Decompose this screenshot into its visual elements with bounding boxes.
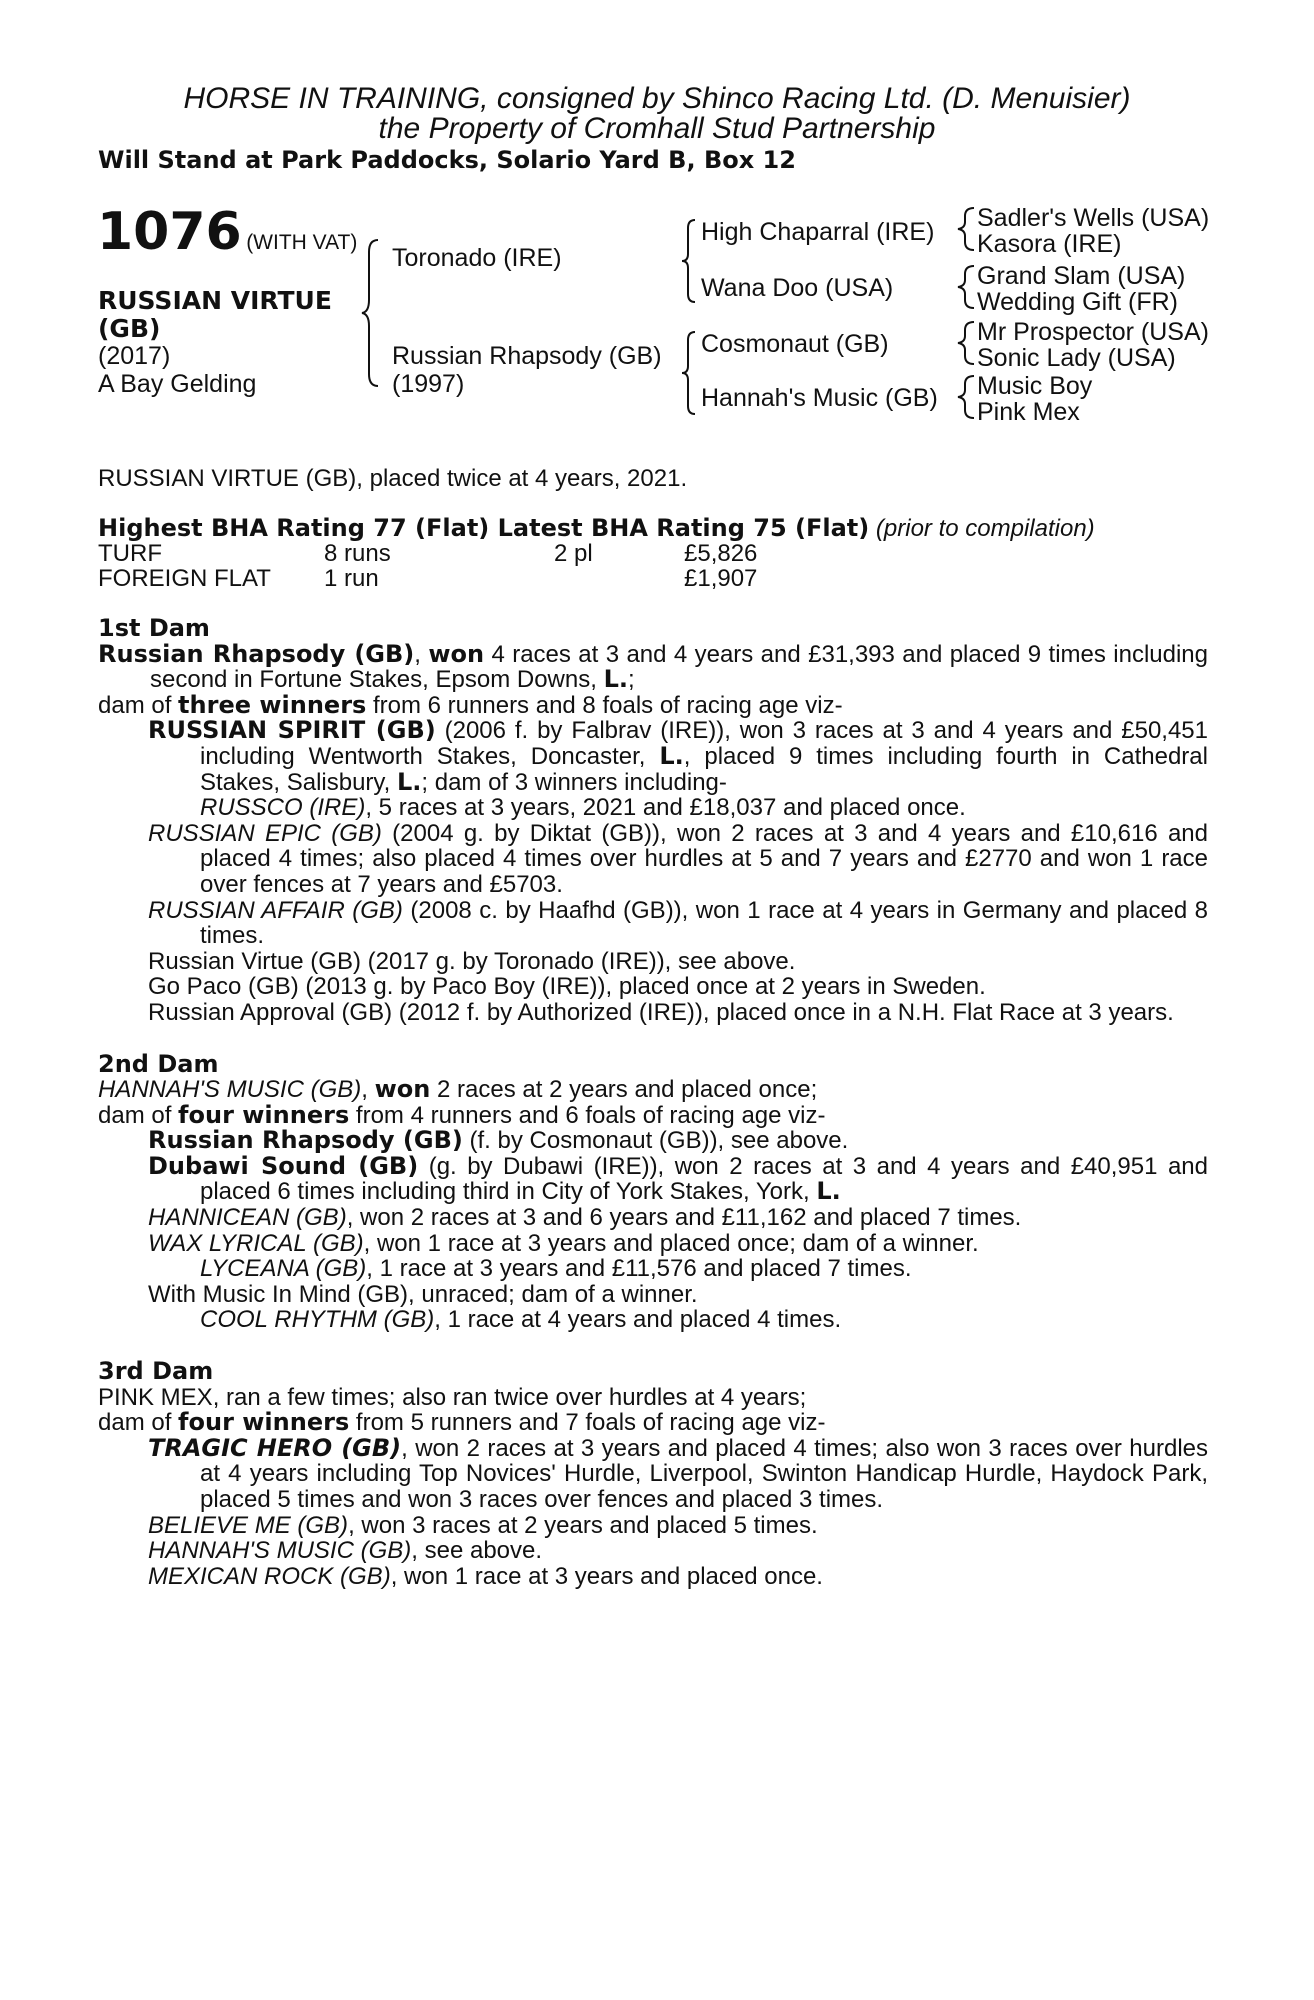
pedigree-sds: Grand Slam (USA) — [977, 262, 1186, 290]
ratings-type: TURF — [98, 540, 162, 567]
progeny-name: WAX LYRICAL (GB) — [148, 1229, 364, 1257]
ratings-money: £1,907 — [684, 565, 758, 592]
progeny-name: RUSSCO (IRE) — [200, 794, 366, 822]
progeny-entry — [98, 898, 1208, 949]
progeny-text: (2008 c. by Haafhd (GB)), won 1 race at 4 years in Germany and placed 8 times. — [200, 896, 1208, 950]
progeny-entry: Russian Approval (GB) (2012 f. by Authorized (IRE)), placed once in a N.H. Flat Race at 3 years. — [148, 998, 1174, 1026]
ratings-money: £5,826 — [684, 540, 758, 567]
pedigree-dsd: Sonic Lady (USA) — [977, 344, 1176, 372]
grand-progeny-entry — [98, 1307, 1208, 1333]
pedigree-brace-sire — [680, 218, 698, 304]
progeny-text: , see above. — [411, 1537, 543, 1565]
progeny-name: BELIEVE ME (GB) — [148, 1511, 349, 1539]
second-dam-race-text: 2 races at 2 years and placed once; — [430, 1076, 818, 1104]
listed-mark: L. — [659, 741, 684, 770]
pedigree-dds: Music Boy — [977, 372, 1093, 400]
progeny-name: RUSSIAN SPIRIT (GB) — [148, 716, 436, 745]
progeny-entry — [98, 1151, 1208, 1206]
progeny-text: , 5 races at 3 years, 2021 and £18,037 and placed once. — [365, 794, 966, 822]
pedigree-brace-dd — [956, 374, 976, 420]
race-summary: RUSSIAN VIRTUE (GB), placed twice at 4 years, 2021. — [98, 465, 688, 492]
progeny-entry — [98, 1433, 1209, 1513]
second-dam-record: HANNAH'S MUSIC (GB), won 2 races at 2 years and placed once; — [98, 1075, 818, 1104]
pedigree-dam-dam: Hannah's Music (GB) — [701, 384, 938, 412]
horse-name: RUSSIAN VIRTUE — [98, 286, 332, 315]
progeny-name: RUSSIAN EPIC (GB) — [148, 819, 382, 847]
first-dam-title: 1st Dam — [98, 614, 210, 642]
grand-progeny-entry — [98, 1256, 1208, 1282]
progeny-text: (2006 f. by Falbrav (IRE)), won 3 races at 3 and 4 years and £50,451 including Wentworth Stakes, Doncaster, — [200, 717, 1208, 770]
horse-country: (GB) — [98, 314, 161, 343]
progeny-text: , won 2 races at 3 and 6 years and £11,162 and placed 7 times. — [346, 1204, 1022, 1232]
progeny-text: , won 1 race at 3 years and placed once; dam of a winner. — [363, 1229, 979, 1257]
progeny-name: HANNICEAN (GB) — [148, 1204, 347, 1232]
header-consignor: HORSE IN TRAINING, consigned by Shinco Racing Ltd. (D. Menuisier) — [183, 82, 1131, 115]
third-dam-produce — [98, 1410, 1208, 1436]
pedigree-brace-ss — [956, 206, 976, 252]
progeny-text: , 1 race at 4 years and placed 4 times. — [434, 1306, 842, 1334]
pedigree-sire: Toronado (IRE) — [392, 244, 562, 272]
progeny-text: ; dam of 3 winners including- — [421, 768, 727, 796]
progeny-text: , won 2 races at 3 years and placed 4 times; also won 3 races over hurdles at 4 years including Top Novices' Hurdle, Liverpool, Swinton Handicap Hurdle, Haydock Park, placed 5 times and won 3 races over fences and placed 3 times. — [200, 1434, 1209, 1513]
progeny-name: COOL RHYTHM (GB) — [200, 1306, 435, 1334]
produce-text: dam of — [98, 1101, 179, 1129]
ratings-line — [98, 514, 1095, 543]
header-location: Will Stand at Park Paddocks, Solario Yard B, Box 12 — [98, 146, 796, 174]
produce-text: from 5 runners and 7 foals of racing age viz- — [349, 1409, 826, 1437]
lot-block — [97, 202, 357, 262]
progeny-entry — [98, 1231, 1208, 1257]
produce-text: dam of — [98, 691, 179, 719]
first-dam-name: Russian Rhapsody (GB) — [98, 639, 415, 668]
punctuation: ; — [627, 666, 635, 694]
listed-mark: L. — [396, 767, 422, 796]
progeny-text: (f. by Cosmonaut (GB)), see above. — [462, 1127, 849, 1155]
pedigree-sdd: Wedding Gift (FR) — [977, 288, 1178, 316]
second-dam-produce — [98, 1100, 1208, 1129]
winners-count: four winners — [178, 1100, 350, 1129]
pedigree-brace-sd — [956, 264, 976, 310]
ratings-bold: Highest BHA Rating 77 (Flat) Latest BHA Rating 75 (Flat) — [98, 514, 870, 542]
pedigree-ddd: Pink Mex — [977, 398, 1080, 426]
ratings-row — [98, 565, 798, 591]
progeny-text: , won 1 race at 3 years and placed once. — [390, 1562, 823, 1590]
progeny-entry — [98, 1538, 1208, 1564]
header-property: the Property of Cromhall Stud Partnership — [378, 112, 936, 145]
progeny-text: (g. by Dubawi (IRE)), won 2 races at 3 and 4 years and £40,951 and placed 6 times including third in City of York Stakes, York, — [200, 1152, 1208, 1206]
progeny-entry: Go Paco (GB) (2013 g. by Paco Boy (IRE)), placed once at 2 years in Sweden. — [148, 973, 986, 1001]
progeny-entry — [98, 1205, 1208, 1231]
progeny-name: Dubawi Sound (GB) — [148, 1151, 419, 1180]
ratings-note: (prior to compilation) — [875, 515, 1095, 542]
progeny-name: HANNAH'S MUSIC (GB) — [148, 1537, 412, 1565]
progeny-name: TRAGIC HERO (GB) — [148, 1433, 402, 1462]
winners-count: three winners — [178, 690, 367, 719]
progeny-text: (2004 g. by Diktat (GB)), won 2 races at 3 and 4 years and £10,616 and placed 4 times; also placed 4 times over hurdles at 5 and 7 years and £2770 and won 1 race over fences at 7 years and £5703. — [200, 819, 1208, 898]
listed-mark: L. — [816, 1177, 841, 1206]
first-dam-race-text: 4 races at 3 and 4 years and £31,393 and placed 9 times including second in Fortune Stakes, Epsom Downs, — [150, 640, 1209, 694]
pedigree-sire-dam: Wana Doo (USA) — [701, 274, 894, 302]
won-label: won — [428, 639, 485, 668]
progeny-text: , won 3 races at 2 years and placed 5 times. — [348, 1511, 818, 1539]
second-dam-title: 2nd Dam — [98, 1049, 219, 1078]
pedigree-dss: Mr Prospector (USA) — [977, 318, 1209, 346]
progeny-name: MEXICAN ROCK (GB) — [148, 1562, 391, 1590]
pedigree-sss: Sadler's Wells (USA) — [977, 204, 1210, 232]
winners-count: four winners — [178, 1408, 350, 1437]
progeny-text: , 1 race at 3 years and £11,576 and placed 7 times. — [366, 1255, 912, 1283]
progeny-entry: With Music In Mind (GB), unraced; dam of a winner. — [148, 1280, 698, 1308]
ratings-row — [98, 540, 798, 566]
produce-text: dam of — [98, 1409, 179, 1437]
ratings-placed: 2 pl — [554, 540, 593, 567]
listed-mark: L. — [603, 665, 628, 694]
progeny-name: Russian Rhapsody (GB) — [148, 1126, 463, 1155]
ratings-runs: 8 runs — [324, 540, 391, 567]
pedigree-brace-main — [360, 238, 382, 388]
third-dam-title: 3rd Dam — [98, 1357, 214, 1386]
second-dam-name: HANNAH'S MUSIC (GB) — [98, 1076, 362, 1104]
progeny-name: LYCEANA (GB) — [200, 1255, 367, 1283]
third-dam-record: PINK MEX, ran a few times; also ran twice over hurdles at 4 years; — [98, 1383, 807, 1411]
produce-text: from 6 runners and 8 foals of racing age viz- — [366, 691, 843, 719]
progeny-entry — [98, 821, 1208, 898]
ratings-type: FOREIGN FLAT — [98, 565, 271, 592]
pedigree-brace-dam — [680, 330, 698, 416]
vat-note: (WITH VAT) — [246, 231, 358, 254]
produce-text: from 4 runners and 6 foals of racing age viz- — [349, 1101, 826, 1129]
first-dam-record: Russian Rhapsody (GB), won 4 races at 3 and 4 years and £31,393 and placed 9 times including second in Fortune Stakes, Epsom Downs, L.; — [98, 639, 1209, 694]
progeny-entry: Russian Virtue (GB) (2017 g. by Toronado (IRE)), see above. — [148, 947, 796, 975]
grand-progeny-entry — [98, 795, 1208, 821]
pedigree-dam: Russian Rhapsody (GB) — [392, 342, 662, 370]
horse-year: (2017) — [98, 342, 171, 370]
pedigree-sire-sire: High Chaparral (IRE) — [701, 218, 935, 246]
pedigree-ssd: Kasora (IRE) — [977, 230, 1122, 258]
dam-sections — [98, 616, 1208, 1589]
progeny-entry — [98, 1513, 1208, 1539]
first-dam-produce — [98, 690, 1208, 719]
progeny-entry — [98, 1564, 1208, 1590]
pedigree-brace-ds — [956, 320, 976, 366]
won-label: won — [374, 1075, 431, 1104]
progeny-entry — [98, 718, 1208, 795]
ratings-runs: 1 run — [324, 565, 379, 592]
horse-description: A Bay Gelding — [98, 370, 257, 398]
progeny-text: , placed 9 times including fourth in Cathedral Stakes, Salisbury, — [200, 742, 1208, 796]
pedigree-dam-year: (1997) — [392, 370, 465, 398]
pedigree-dam-sire: Cosmonaut (GB) — [701, 330, 889, 358]
progeny-entry — [98, 1128, 1208, 1154]
progeny-name: RUSSIAN AFFAIR (GB) — [148, 896, 403, 924]
lot-number: 1076 — [97, 202, 242, 262]
